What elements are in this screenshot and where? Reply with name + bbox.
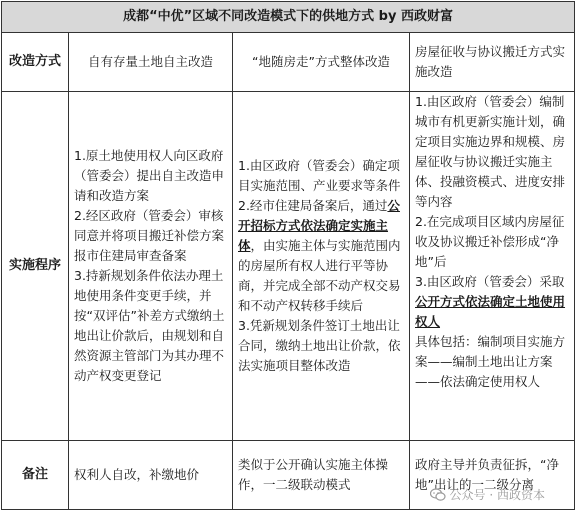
- procedure-step-2-text-c: ，由实施主体与实施范围内的房屋所有权人进行平等协商，并完成全部不动产权交易和不动产权转移手续后: [238, 238, 401, 313]
- col-header-expropriation: 房屋征收与协议搬迁方式实施改造: [410, 33, 575, 92]
- procedure-step-2: 2.在完成项目区域内房屋征收及协议搬迁补偿形成“净地”后: [415, 214, 565, 269]
- procedure-land-follows-house: [233, 92, 410, 441]
- row-label-procedure: 实施程序: [2, 92, 69, 441]
- remark-land-follows-house: 类似于公开确认实施主体操作，一二级联动模式: [233, 441, 410, 510]
- procedure-step-3: [415, 272, 569, 332]
- watermark: [430, 486, 545, 503]
- col-header-self-renovation: 自有存量土地自主改造: [69, 33, 233, 92]
- procedure-step-3-detail: 具体包括：编制项目实施方案——编制土地出让方案——依法确定使用权人: [415, 334, 566, 389]
- row-label-remarks: 备注: [2, 441, 69, 510]
- remark-expropriation: 政府主导并负责征拆，“净地”出让的一二级分离: [410, 441, 575, 510]
- procedure-self-renovation: 1.原土地使用权人向区政府（管委会）提出自主改造申请和改造方案 2.经区政府（管委会）审核同意并将项目搬迁补偿方案报市住建局审查备案 3.持新规划条件依法办理土地使用条件变更手续，并按“双评估”补差方式缴纳土地出让价款后，由规划和自然资源主管部门为其办理不动产权变更登记: [69, 92, 233, 441]
- row-label-mode: 改造方式: [2, 33, 69, 92]
- col-header-land-follows-house: “地随房走”方式整体改造: [233, 33, 410, 92]
- procedure-step-1: 1.由区政府（管委会）确定项目实施范围、产业要求等条件: [238, 158, 401, 193]
- watermark-text: 公众号 · 西政资本: [449, 488, 545, 502]
- procedure-step-3-emphasis: 公开方式依法确定土地使用权人: [415, 294, 566, 329]
- table-title: 成都“中优”区域不同改造模式下的供地方式 by 西政财富: [2, 2, 575, 33]
- remark-self-renovation: 权利人自改，补缴地价: [69, 441, 233, 510]
- supply-mode-table: [1, 1, 575, 510]
- title-row: [2, 2, 575, 33]
- procedure-expropriation: [410, 92, 575, 441]
- header-row: [2, 33, 575, 92]
- procedure-step-2: [238, 196, 404, 316]
- procedure-step-2-text-a: 2.经市住建局备案后，通过: [238, 198, 388, 213]
- wechat-icon: [430, 488, 446, 502]
- procedure-step-3: 3.凭新规划条件签订土地出让合同，缴纳土地出让价款，依法实施项目整体改造: [238, 318, 401, 373]
- procedure-row: [2, 92, 575, 441]
- procedure-step-1: 1.由区政府（管委会）编制城市有机更新实施计划，确定项目实施边界和规模、房屋征收与协议搬迁实施主体、投融资模式、进度安排等内容: [415, 94, 566, 209]
- procedure-step-3-text-a: 3.由区政府（管委会）采取: [415, 274, 565, 289]
- procedure-step-2-emphasis: 公开招标方式依法确定实施主体: [238, 198, 400, 253]
